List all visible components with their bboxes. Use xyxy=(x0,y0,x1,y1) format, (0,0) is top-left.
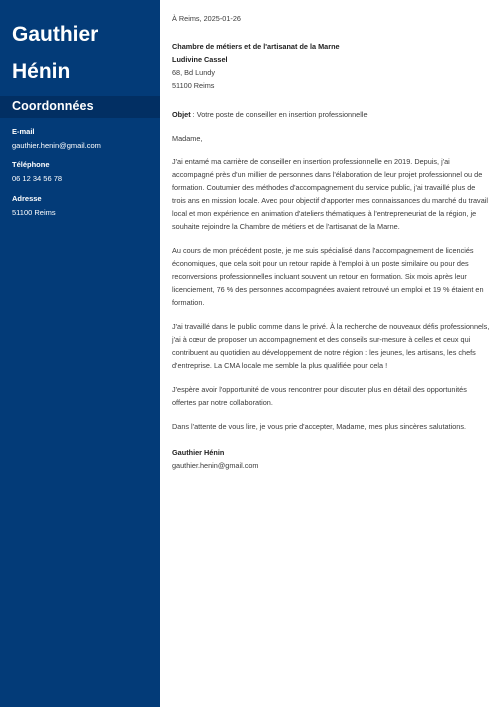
phone-value: 06 12 34 56 78 xyxy=(12,174,63,183)
contact-section-title: Coordonnées xyxy=(12,99,94,113)
recipient-city: 51100 Reims xyxy=(172,81,215,90)
letter-greeting: Madame, xyxy=(172,134,203,143)
paragraph-4: J'espère avoir l'opportunité de vous rencontrer pour discuter plus en détail des opportunités offertes par notre collaboration. xyxy=(172,385,467,407)
recipient-person: Ludivine Cassel xyxy=(172,55,228,64)
recipient-organization: Chambre de métiers et de l'artisanat de la Marne xyxy=(172,42,340,51)
paragraph-3: J'ai travaillé dans le public comme dans le privé. À la recherche de nouveaux défis professionnels, j'ai à cœur de proposer un accompagnement et des conseils sur-mesure à celles et ceux qui contribuent au quotidien au développement de notre région : les jeunes, les artisans, les chefs d'entreprise. La CMA locale me semble la plus qualifiée pour cela ! xyxy=(172,322,490,370)
letter-object xyxy=(172,108,490,121)
phone-label: Téléphone xyxy=(12,160,50,169)
email-value: gauthier.henin@gmail.com xyxy=(12,141,101,150)
object-text: : Votre poste de conseiller en insertion professionnelle xyxy=(190,110,368,119)
paragraph-1: J'ai entamé ma carrière de conseiller en insertion professionnelle en 2019. Depuis, j'ai accompagné près d'un millier de personnes dans l'élaboration de leur projet professionnel ou de formation. Coutumier des méthodes d'accompagnement du service public, j'ai travaillé plus de trois ans en mission locale. Avec pour objectif d'apporter mes connaissances du marché du travail local et mon expérience en animation d'ateliers thématiques à l'entrepreneuriat de la région, je souhaite rejoindre la Chambre de métiers et de l'artisanat de la Marne. xyxy=(172,157,488,231)
recipient-street: 68, Bd Lundy xyxy=(172,68,216,77)
signature-email: gauthier.henin@gmail.com xyxy=(172,461,259,470)
last-name: Hénin xyxy=(12,60,71,83)
paragraph-2: Au cours de mon précédent poste, je me suis spécialisé dans l'accompagnement de licenciés économiques, que cela soit pour un retour rapide à l'emploi à un poste similaire ou pour des reconversions professionnelles incluant souvent un retour en formation. Six mois après leur licenciement, 76 % des personnes accompagnées avaient retrouvé un emploi et 19 % étaient en formation. xyxy=(172,246,484,307)
object-label: Objet xyxy=(172,110,191,119)
email-label: E-mail xyxy=(12,127,35,136)
signature-name: Gauthier Hénin xyxy=(172,448,225,457)
sidebar xyxy=(0,0,160,707)
candidate-name xyxy=(12,17,98,90)
letter-body xyxy=(172,12,490,472)
address-label: Adresse xyxy=(12,194,42,203)
first-name: Gauthier xyxy=(12,23,99,46)
recipient-block xyxy=(172,40,490,92)
address-value: 51100 Reims xyxy=(12,208,56,217)
letter-closing: Dans l'attente de vous lire, je vous prie d'accepter, Madame, mes plus sincères salutations. xyxy=(172,422,466,431)
letter-date: À Reims, 2025-01-26 xyxy=(172,14,241,23)
